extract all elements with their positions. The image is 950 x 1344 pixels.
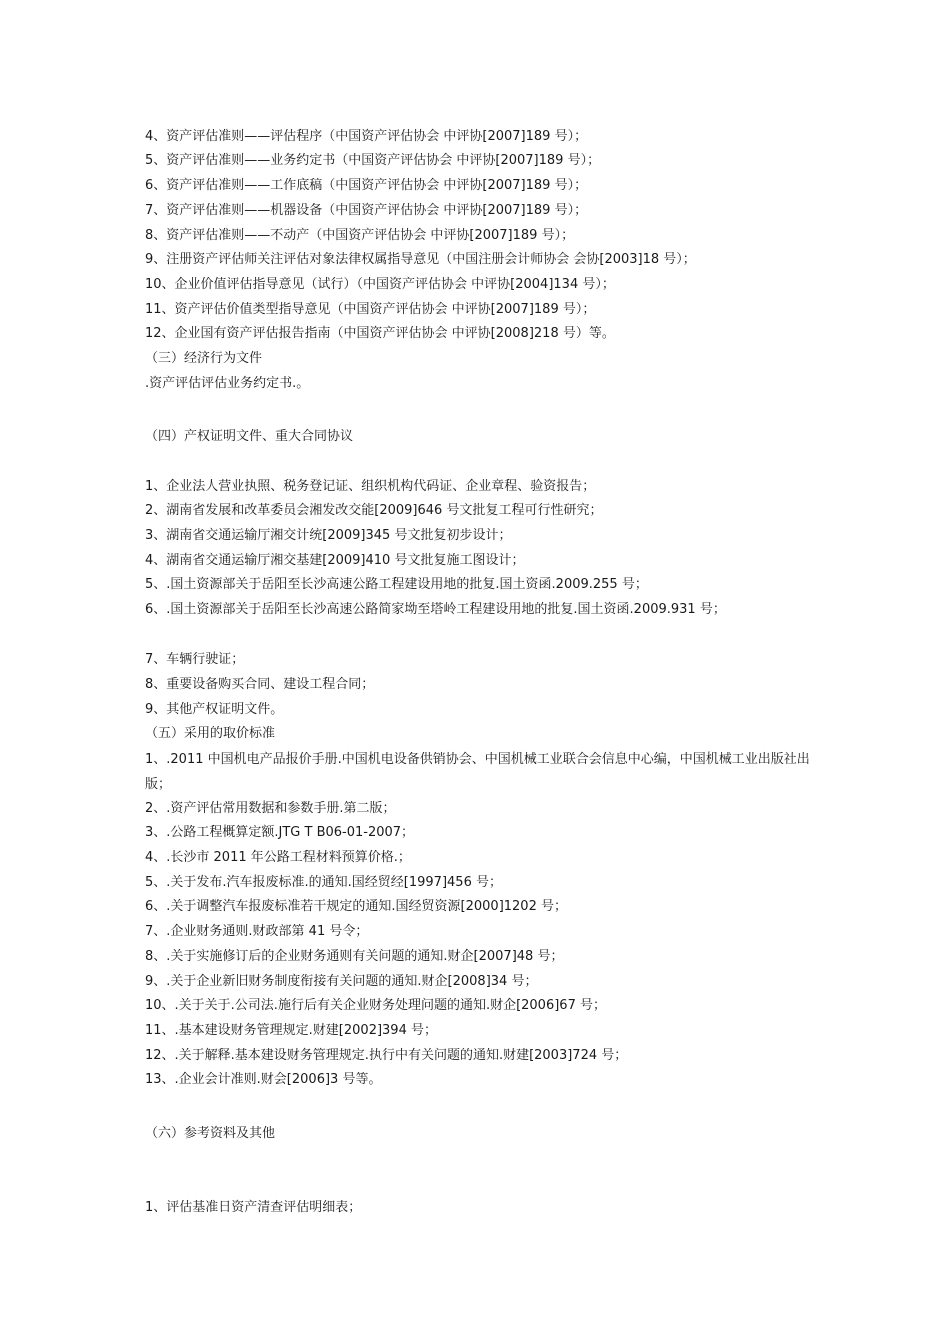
list-item: 12、.关于解释.基本建设财务管理规定.执行中有关问题的通知.财建[2003]724 号； [145, 1048, 628, 1063]
list-item: 8、重要设备购买合同、建设工程合同； [145, 677, 375, 692]
list-item: 4、.长沙市 2011 年公路工程材料预算价格.； [145, 850, 411, 865]
list-item: 3、湖南省交通运输厅湘交计统[2009]345 号文批复初步设计； [145, 528, 512, 543]
list-item: 8、资产评估准则——不动产（中国资产评估协会 中评协[2007]189 号）； [145, 228, 575, 243]
list-item: 9、注册资产评估师关注评估对象法律权属指导意见（中国注册会计师协会 会协[2003]18 号）； [145, 252, 696, 267]
list-item: 2、湖南省发展和改革委员会湘发改交能[2009]646 号文批复工程可行性研究； [145, 503, 603, 518]
list-item: 9、.关于企业新旧财务制度衔接有关问题的通知.财企[2008]34 号； [145, 974, 538, 989]
list-item: 8、.关于实施修订后的企业财务通则有关问题的通知.财企[2007]48 号； [145, 949, 564, 964]
list-item: 4、湖南省交通运输厅湘交基建[2009]410 号文批复施工图设计； [145, 553, 525, 568]
list-item: 1、企业法人营业执照、税务登记证、组织机构代码证、企业章程、验资报告； [145, 479, 596, 494]
section-heading-pricing-standards: （五）采用的取价标准 [145, 726, 276, 741]
section-heading-property-rights: （四）产权证明文件、重大合同协议 [145, 429, 354, 444]
list-item: 1、评估基准日资产清查评估明细表； [145, 1200, 362, 1215]
list-item: 1、.2011 中国机电产品报价手册.中国机电设备供销协会、中国机械工业联合会信息中心编，中国机械工业出版社出版； [145, 752, 810, 792]
list-item: 10、.关于关于.公司法.施行后有关企业财务处理问题的通知.财企[2006]67 号； [145, 998, 606, 1013]
list-item: 6、.国土资源部关于岳阳至长沙高速公路简家坳至塔岭工程建设用地的批复.国土资函.2009.931 号； [145, 602, 726, 617]
list-item: 4、资产评估准则——评估程序（中国资产评估协会 中评协[2007]189 号）； [145, 129, 588, 144]
list-item: 7、.企业财务通则.财政部第 41 号令； [145, 924, 369, 939]
list-item: 5、资产评估准则——业务约定书（中国资产评估协会 中评协[2007]189 号）； [145, 153, 601, 168]
list-item: 7、车辆行驶证； [145, 652, 245, 667]
list-item: 3、.公路工程概算定额.JTG T B06-01-2007； [145, 825, 415, 840]
list-item: 6、.关于调整汽车报废标准若干规定的通知.国经贸资源[2000]1202 号； [145, 899, 567, 914]
list-item: 13、.企业会计准则.财会[2006]3 号等。 [145, 1072, 382, 1087]
list-item: 11、.基本建设财务管理规定.财建[2002]394 号； [145, 1023, 437, 1038]
list-item: 6、资产评估准则——工作底稿（中国资产评估协会 中评协[2007]189 号）； [145, 178, 588, 193]
list-item: 11、资产评估价值类型指导意见（中国资产评估协会 中评协[2007]189 号）； [145, 302, 596, 317]
list-item: 10、企业价值评估指导意见（试行）（中国资产评估协会 中评协[2004]134 号）； [145, 277, 615, 292]
list-item: 9、其他产权证明文件。 [145, 702, 284, 717]
list-item: 2、.资产评估常用数据和参数手册.第二版； [145, 801, 396, 816]
section-heading-economic-behavior: （三）经济行为文件 [145, 351, 263, 366]
section-text: .资产评估评估业务约定书.。 [145, 376, 310, 391]
list-item: 5、.关于发布.汽车报废标准.的通知.国经贸经[1997]456 号； [145, 875, 502, 890]
section-heading-references: （六）参考资料及其他 [145, 1126, 276, 1141]
list-item: 7、资产评估准则——机器设备（中国资产评估协会 中评协[2007]189 号）； [145, 203, 588, 218]
list-item: 5、.国土资源部关于岳阳至长沙高速公路工程建设用地的批复.国土资函.2009.255 号； [145, 577, 648, 592]
list-item: 12、企业国有资产评估报告指南（中国资产评估协会 中评协[2008]218 号）等。 [145, 326, 615, 341]
